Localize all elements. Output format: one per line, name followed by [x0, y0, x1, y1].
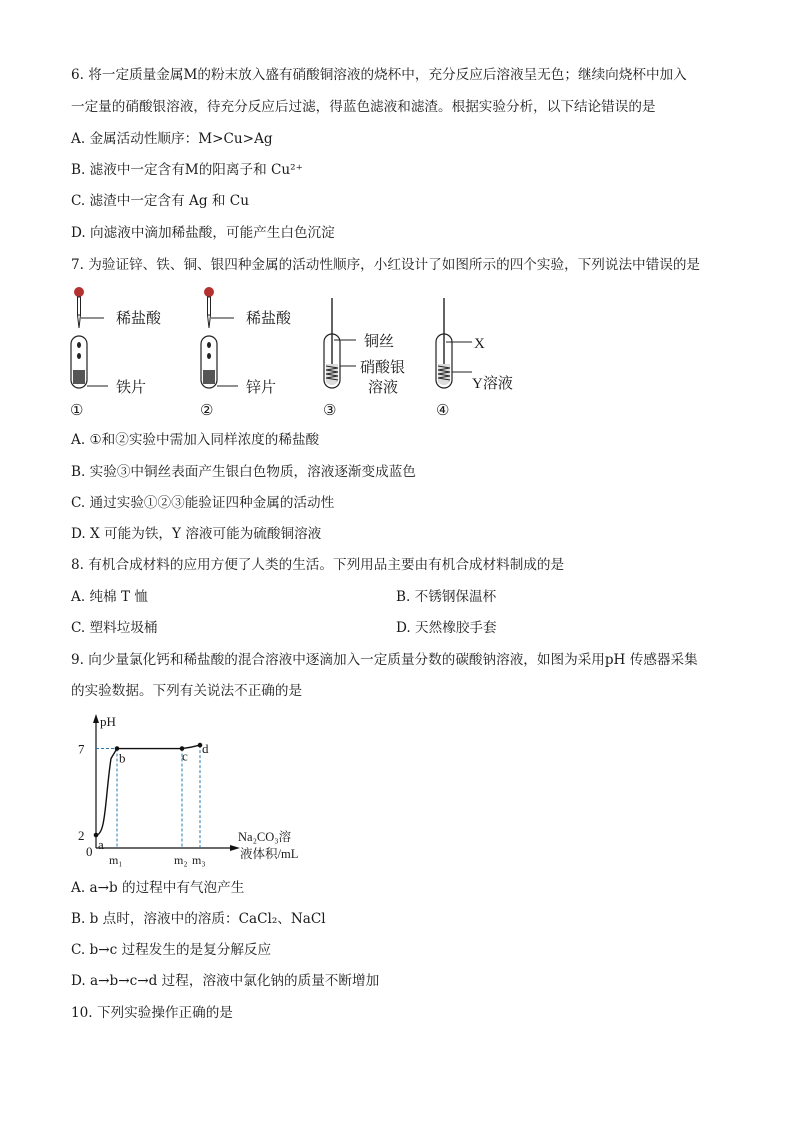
q10-stem: 10. 下列实验操作正确的是: [71, 1005, 233, 1021]
q8-option-c: C. 塑料垃圾桶: [71, 620, 158, 636]
dropper-bulb-1: [74, 287, 84, 297]
point-label-b: b: [119, 750, 126, 766]
q7-option-b: B. 实验③中铜丝表面产生银白色物质，溶液逐渐变成蓝色: [71, 464, 416, 480]
q9-option-d: D. a→b→c→d 过程，溶液中氯化钠的质量不断增加: [71, 973, 380, 989]
x-axis-label-line2: 液体积/mL: [240, 847, 299, 861]
label-exp-4: ④: [436, 403, 450, 419]
x-tick-label-2: m₂: [174, 853, 188, 867]
q6-stem-line2: 一定量的硝酸银溶液，待充分反应后过滤，得蓝色滤液和滤渣。根据实验分析，以下结论错误的是: [71, 99, 656, 115]
q9-option-c: C. b→c 过程发生的是复分解反应: [71, 942, 272, 958]
ph-chart: [66, 710, 326, 870]
y-tick-label-7: 7: [78, 741, 85, 757]
y-axis-arrow: [93, 714, 99, 723]
q6-option-c: C. 滤渣中一定含有 Ag 和 Cu: [71, 193, 249, 209]
y-tick-label-2: 2: [78, 828, 85, 844]
label-exp-3: ③: [323, 403, 337, 419]
q9-option-a: A. a→b 的过程中有气泡产生: [71, 880, 245, 896]
label-copper-wire: 铜丝: [364, 334, 395, 350]
point-label-c: c: [182, 748, 188, 764]
q6-option-b: B. 滤液中一定含有M的阳离子和 Cu²⁺: [71, 162, 303, 178]
q8-option-d: D. 天然橡胶手套: [396, 620, 497, 636]
experiment-4-setup: [436, 298, 513, 419]
x-tick-label-3: m₃: [192, 853, 206, 867]
q8-stem: 8. 有机合成材料的应用方便了人类的生活。下列用品主要由有机合成材料制成的是: [71, 557, 565, 573]
q7-option-c: C. 通过实验①②③能验证四种金属的活动性: [71, 495, 335, 511]
point-label-a: a: [98, 837, 104, 853]
label-y-solution: Y溶液: [472, 376, 513, 392]
label-silver-nitrate: 硝酸银: [360, 360, 406, 376]
q7-stem: 7. 为验证锌、铁、铜、银四种金属的活动性顺序，小红设计了如图所示的四个实验，下列说法中错误的是: [71, 257, 701, 273]
q8-option-b: B. 不锈钢保温杯: [396, 589, 497, 605]
dropper-bulb-2: [204, 287, 214, 297]
point-label-d: d: [202, 741, 209, 757]
ph-axes: [93, 714, 240, 851]
x-axis-label-line1: Na₂CO₃溶: [238, 830, 292, 844]
q7-option-d: D. X 可能为铁，Y 溶液可能为硫酸铜溶液: [71, 526, 322, 542]
x-tick-label-1: m₁: [109, 853, 123, 867]
experiment-1-setup: [70, 287, 162, 419]
y-axis-label: pH: [100, 714, 116, 729]
q9-stem-line1: 9. 向少量氯化钙和稀盐酸的混合溶液中逐滴加入一定质量分数的碳酸钠溶液，如图为采用pH 传感器采集: [71, 652, 698, 668]
q6-option-d: D. 向滤液中滴加稀盐酸，可能产生白色沉淀: [71, 225, 335, 241]
label-exp-1: ①: [70, 403, 84, 419]
label-iron-sheet: 铁片: [116, 380, 147, 396]
experiment-2-setup: [200, 287, 292, 419]
label-metal-x: X: [474, 336, 485, 352]
q9-stem-line2: 的实验数据。下列有关说法不正确的是: [71, 683, 303, 699]
q7-option-a: A. ①和②实验中需加入同样浓度的稀盐酸: [71, 432, 320, 448]
label-solution-3: 溶液: [368, 380, 399, 396]
experiment-3-setup: [323, 298, 405, 419]
q6-stem-line1: 6. 将一定质量金属M的粉末放入盛有硝酸铜溶液的烧杯中，充分反应后溶液呈无色；继续向烧杯中加入: [71, 67, 687, 83]
origin-label: 0: [86, 844, 93, 859]
label-zinc-sheet: 锌片: [246, 380, 277, 396]
q7-experiment-figure: [60, 282, 530, 422]
q6-option-a: A. 金属活动性顺序：M>Cu>Ag: [71, 131, 273, 147]
q9-option-b: B. b 点时，溶液中的溶质：CaCl₂、NaCl: [71, 911, 326, 927]
x-axis-arrow: [230, 845, 240, 851]
label-hcl-2: 稀盐酸: [246, 311, 292, 327]
label-exp-2: ②: [200, 403, 214, 419]
q8-option-a: A. 纯棉 T 恤: [71, 589, 148, 605]
label-hcl-1: 稀盐酸: [116, 311, 162, 327]
